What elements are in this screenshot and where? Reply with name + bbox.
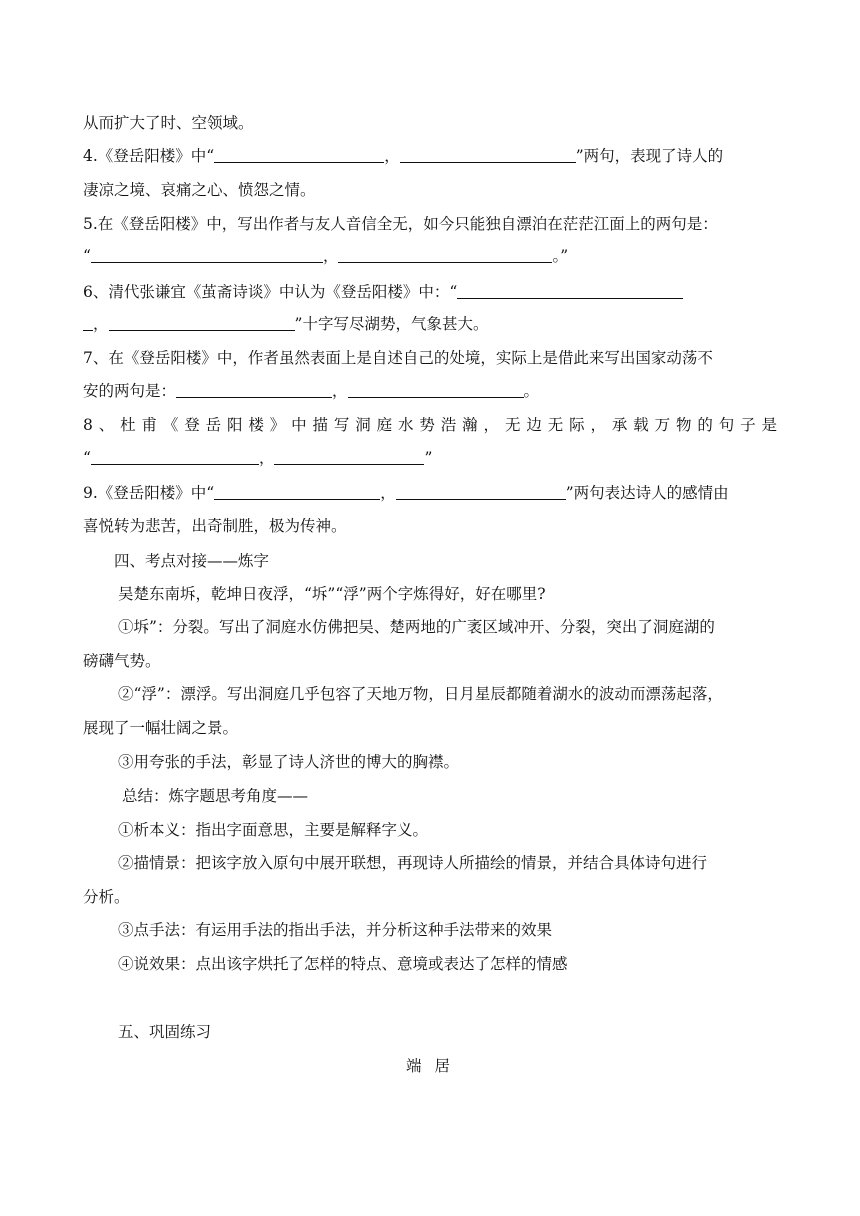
text-line: ①析本义：指出字面意思，主要是解释字义。 xyxy=(118,821,429,839)
text-line: 磅礴气势。 xyxy=(83,652,161,670)
text-line: ②描情景：把该字放入原句中展开联想，再现诗人所描绘的情景，并结合具体诗句进行 xyxy=(118,854,708,872)
answer-blank[interactable] xyxy=(109,314,295,331)
answer-blank[interactable] xyxy=(274,448,424,465)
text-line: ③用夸张的手法，彰显了诗人济世的博大的胸襟。 xyxy=(118,753,460,771)
section-5-title: 五、巩固练习 xyxy=(118,1023,212,1041)
text-line: ③点手法：有运用手法的指出手法，并分析这种手法带来的效果 xyxy=(118,921,553,939)
question-7: 7、在《登岳阳楼》中，作者虽然表面上是自述自己的处境，实际上是借此来写出国家动荡不 xyxy=(83,349,713,367)
question-7-cont: 安的两句是： ， 。 xyxy=(83,382,540,400)
answer-blank[interactable] xyxy=(457,282,683,299)
text-line: 分析。 xyxy=(83,888,130,906)
answer-blank[interactable] xyxy=(338,246,552,263)
answer-blank[interactable] xyxy=(396,483,566,500)
question-8-blanks: “ ， ” xyxy=(83,449,433,467)
question-9: 9.《登岳阳楼》中“ ， ”两句表达诗人的感情由 xyxy=(83,484,729,502)
summary-title: 总结：炼字题思考角度—— xyxy=(122,787,309,805)
text-line: 展现了一幅壮阔之景。 xyxy=(83,719,239,737)
answer-blank[interactable] xyxy=(214,483,380,500)
answer-blank[interactable] xyxy=(214,146,384,163)
question-6-cont: ， ”十字写尽湖势，气象甚大。 xyxy=(83,313,777,335)
answer-blank[interactable] xyxy=(400,146,576,163)
section-4-title: 四、考点对接——炼字 xyxy=(114,552,270,570)
poem-title: 端 居 xyxy=(406,1057,454,1075)
question-5-blanks: “ ， 。” xyxy=(83,247,569,265)
text-line: 从而扩大了时、空领域。 xyxy=(83,114,254,132)
text-line: ①坼”：分裂。写出了洞庭水仿佛把吴、楚两地的广袤区域冲开、分裂，突出了洞庭湖的 xyxy=(118,618,715,636)
text-line: 凄凉之境、哀痛之心、愤怨之情。 xyxy=(83,181,316,199)
text-line: ②“浮”：漂浮。写出洞庭几乎包容了天地万物，日月星辰都随着湖水的波动而漂荡起落， xyxy=(118,685,723,703)
text-line: 喜悦转为悲苦，出奇制胜，极为传神。 xyxy=(83,517,347,535)
answer-blank[interactable] xyxy=(176,381,332,398)
answer-blank[interactable] xyxy=(83,314,93,331)
question-5: 5.在《登岳阳楼》中，写出作者与友人音信全无，如今只能独自漂泊在茫茫江面上的两句是： xyxy=(83,215,718,233)
text-line: 吴楚东南坼，乾坤日夜浮，“坼”“浮”两个字炼得好，好在哪里? xyxy=(118,585,546,603)
question-4: 4.《登岳阳楼》中“ ， ”两句，表现了诗人的 xyxy=(83,147,724,165)
question-8: 8、杜甫《登岳阳楼》中描写洞庭水势浩瀚，无边无际，承载万物的句子是 xyxy=(83,416,777,434)
text-line: ④说效果：点出该字烘托了怎样的特点、意境或表达了怎样的情感 xyxy=(118,955,568,973)
question-6: 6、清代张谦宜《茧斋诗谈》中认为《登岳阳楼》中：“ xyxy=(83,281,777,303)
answer-blank[interactable] xyxy=(91,448,259,465)
answer-blank[interactable] xyxy=(348,381,524,398)
answer-blank[interactable] xyxy=(91,246,323,263)
